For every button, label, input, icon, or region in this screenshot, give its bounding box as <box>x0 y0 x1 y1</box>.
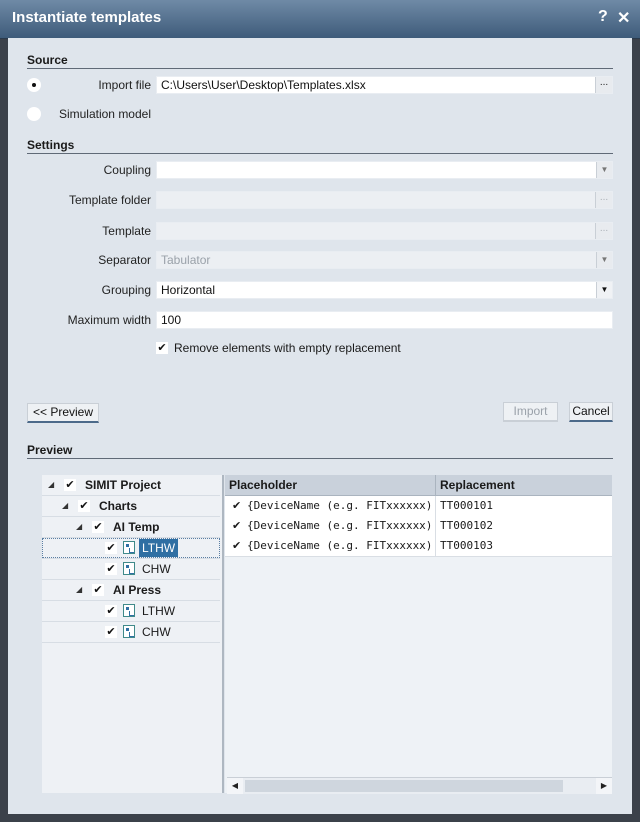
settings-heading: Settings <box>27 138 75 152</box>
chevron-down-icon: ▼ <box>596 282 612 298</box>
coupling-dropdown[interactable] <box>156 161 613 179</box>
dialog-body <box>8 38 632 814</box>
replacement-cell[interactable]: TT000102 <box>440 519 493 532</box>
import-button: Import <box>503 402 558 422</box>
collapse-triangle-icon[interactable]: ◢ <box>48 480 55 489</box>
tree-checkbox[interactable]: ✔ <box>106 563 116 575</box>
help-button[interactable]: ? <box>598 8 608 25</box>
tree-row-divider <box>42 642 220 643</box>
project-tree[interactable] <box>42 475 224 793</box>
tree-node-label: CHW <box>142 625 171 639</box>
grouping-value: Horizontal <box>161 283 216 297</box>
tree-node-label: LTHW <box>139 539 178 557</box>
scroll-thumb[interactable] <box>245 780 563 792</box>
cell-divider <box>435 536 436 556</box>
scroll-left-icon[interactable]: ◀ <box>227 778 243 794</box>
remove-empty-label: Remove elements with empty replacement <box>174 341 401 355</box>
preview-heading: Preview <box>27 443 73 457</box>
collapse-triangle-icon[interactable]: ◢ <box>76 585 83 594</box>
tree-node-chw[interactable] <box>42 622 220 642</box>
tree-checkbox[interactable]: ✔ <box>106 542 116 554</box>
column-header-placeholder[interactable]: Placeholder <box>229 478 298 492</box>
tree-node-ai-press[interactable] <box>42 580 220 600</box>
cell-divider <box>435 516 436 536</box>
cell-divider <box>435 496 436 516</box>
tree-checkbox[interactable]: ✔ <box>79 500 89 512</box>
simulation-model-label: Simulation model <box>58 107 151 121</box>
tree-node-chw[interactable] <box>42 559 220 579</box>
tree-node-label: LTHW <box>142 604 176 618</box>
separator-value: Tabulator <box>161 253 211 267</box>
separator-dropdown <box>156 251 613 269</box>
close-button[interactable]: ✕ <box>617 10 631 27</box>
collapse-triangle-icon[interactable]: ◢ <box>62 501 69 510</box>
separator-label: Separator <box>98 253 151 267</box>
placeholder-cell: {DeviceName (e.g. FITxxxxxx) <box>247 519 433 532</box>
placeholder-cell: {DeviceName (e.g. FITxxxxxx) <box>247 539 433 552</box>
grid-header <box>225 475 612 496</box>
tree-node-charts[interactable] <box>42 496 220 516</box>
radio-selected-dot <box>32 83 36 87</box>
chart-icon <box>123 625 135 638</box>
row-check-icon: ✔ <box>232 539 242 552</box>
replacement-cell[interactable]: TT000101 <box>440 499 493 512</box>
tree-node-simit-project[interactable] <box>42 475 220 495</box>
settings-divider <box>27 153 613 154</box>
coupling-label: Coupling <box>103 163 151 177</box>
cancel-button[interactable]: Cancel <box>569 402 613 422</box>
source-heading: Source <box>27 53 68 67</box>
import-file-value: C:\Users\User\Desktop\Templates.xlsx <box>161 78 366 92</box>
placeholder-grid[interactable] <box>225 475 612 793</box>
tree-node-label: AI Temp <box>113 520 160 534</box>
title-bar <box>0 0 640 39</box>
tree-node-label: AI Press <box>113 583 162 597</box>
row-check-icon: ✔ <box>232 519 242 532</box>
tree-checkbox[interactable]: ✔ <box>106 605 116 617</box>
template-browse-button: ... <box>595 223 612 239</box>
template-label: Template <box>102 224 151 238</box>
tree-node-label: SIMIT Project <box>85 478 162 492</box>
tree-node-label: Charts <box>99 499 138 513</box>
horizontal-scrollbar[interactable] <box>227 777 612 794</box>
column-divider <box>435 475 436 495</box>
source-divider <box>27 68 613 69</box>
scroll-right-icon[interactable]: ▶ <box>596 778 612 794</box>
template-field <box>156 222 613 240</box>
dialog-title: Instantiate templates <box>12 9 162 26</box>
template-folder-field <box>156 191 613 209</box>
template-folder-browse-button: ... <box>595 192 612 208</box>
tree-node-lthw[interactable] <box>42 601 220 621</box>
column-header-replacement[interactable]: Replacement <box>440 478 515 492</box>
import-file-radio[interactable] <box>27 78 41 92</box>
grouping-label: Grouping <box>101 283 151 297</box>
import-file-label: Import file <box>98 78 151 92</box>
tree-checkbox[interactable]: ✔ <box>65 479 75 491</box>
chart-icon <box>123 541 135 554</box>
tree-checkbox[interactable]: ✔ <box>93 521 103 533</box>
preview-divider <box>27 458 613 459</box>
grouping-dropdown[interactable] <box>156 281 613 299</box>
maximum-width-label: Maximum width <box>67 313 151 327</box>
collapse-triangle-icon[interactable]: ◢ <box>76 522 83 531</box>
import-file-field[interactable] <box>156 76 613 94</box>
grid-row[interactable] <box>225 536 612 557</box>
maximum-width-value: 100 <box>161 313 182 327</box>
template-folder-label: Template folder <box>68 193 151 207</box>
row-check-icon: ✔ <box>232 499 242 512</box>
chevron-down-icon: ▼ <box>596 162 612 178</box>
tree-node-label: CHW <box>142 562 171 576</box>
chart-icon <box>123 604 135 617</box>
import-file-browse-button[interactable]: ... <box>595 77 612 93</box>
placeholder-cell: {DeviceName (e.g. FITxxxxxx) <box>247 499 433 512</box>
maximum-width-input[interactable] <box>156 311 613 329</box>
preview-button[interactable]: << Preview <box>27 403 99 423</box>
tree-node-ai-temp[interactable] <box>42 517 220 537</box>
chevron-down-icon: ▼ <box>596 252 612 268</box>
chart-icon <box>123 562 135 575</box>
simulation-model-radio[interactable] <box>27 107 41 121</box>
tree-node-lthw-selected[interactable] <box>42 538 220 558</box>
tree-checkbox[interactable]: ✔ <box>93 584 103 596</box>
tree-checkbox[interactable]: ✔ <box>106 626 116 638</box>
remove-empty-checkbox[interactable]: ✔ <box>157 341 167 354</box>
replacement-cell[interactable]: TT000103 <box>440 539 493 552</box>
grid-row[interactable] <box>225 496 612 517</box>
grid-row[interactable] <box>225 516 612 537</box>
